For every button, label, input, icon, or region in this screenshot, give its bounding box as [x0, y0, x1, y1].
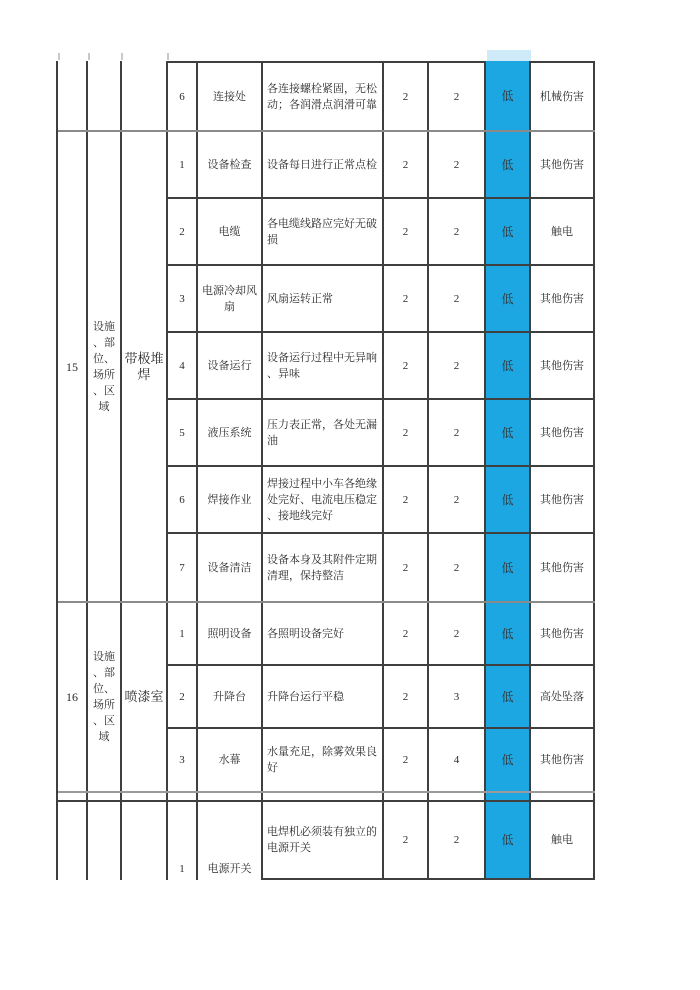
cell-desc: 焊接过程中小车各绝缘处完好、电流电压稳定、接地线完好: [263, 467, 384, 532]
cell-desc: 升降台运行平稳: [263, 666, 384, 727]
cell-hazard-type: 其他伤害: [531, 729, 595, 791]
cell-category: 设施、部位、场所、区域: [88, 603, 122, 791]
table-row: [58, 61, 595, 130]
table-row: [168, 603, 595, 666]
cell-seq: 1: [168, 603, 198, 664]
cell-item: 设备运行: [198, 333, 263, 398]
cell-item: 电源冷却风扇: [198, 266, 263, 331]
cell-severity: 3: [429, 666, 486, 727]
cell-hazard-type: 其他伤害: [531, 266, 595, 331]
cell-hazard-type: 高处坠落: [531, 666, 595, 727]
section-next-partial: [58, 800, 595, 880]
cell-section-no: [58, 61, 88, 130]
cell-likelihood: 2: [384, 467, 429, 532]
cell-hazard-type: 其他伤害: [531, 132, 595, 197]
table-row: [168, 666, 595, 729]
cell-likelihood: 2: [384, 603, 429, 664]
cell-item: 水幕: [198, 729, 263, 791]
cell-empty: [263, 793, 384, 800]
cell-seq: 2: [168, 199, 198, 264]
cell-risk-level: 低: [486, 132, 531, 197]
cell-desc: 各照明设备完好: [263, 603, 384, 664]
table-row: [168, 534, 595, 601]
cell-section-no: 16: [58, 603, 88, 791]
cell-risk-level: 低: [486, 266, 531, 331]
cell-risk-level: 低: [486, 802, 531, 880]
risk-assessment-table: [56, 61, 595, 880]
cell-risk-level: 低: [486, 729, 531, 791]
table-row: [168, 400, 595, 467]
cell-empty: [531, 793, 595, 800]
cell-item: 液压系统: [198, 400, 263, 465]
section-gap: [58, 791, 595, 800]
cell-likelihood: 2: [384, 61, 429, 130]
table-row: [168, 729, 595, 791]
cell-seq: 7: [168, 534, 198, 601]
cell-hazard-type: 其他伤害: [531, 467, 595, 532]
cell-desc: 压力表正常，各处无漏油: [263, 400, 384, 465]
cell-empty: [168, 793, 198, 800]
cell-severity: 2: [429, 467, 486, 532]
cell-desc: 设备每日进行正常点检: [263, 132, 384, 197]
cell-seq: 1: [168, 802, 198, 880]
cell-risk-level: 低: [486, 199, 531, 264]
cell-seq: 6: [168, 467, 198, 532]
cell-empty: [429, 793, 486, 800]
cell-risk-level: 低: [486, 534, 531, 601]
cell-likelihood: 2: [384, 333, 429, 398]
cell-section-no: 15: [58, 132, 88, 601]
cell-item: 照明设备: [198, 603, 263, 664]
cell-empty: [384, 793, 429, 800]
cell-item: 设备清洁: [198, 534, 263, 601]
page-break-artifact: [88, 53, 90, 60]
cell-severity: 2: [429, 802, 486, 880]
cell-risk-level: 低: [486, 61, 531, 130]
cell-section-no: [58, 802, 88, 880]
cell-risk-level: 低: [486, 333, 531, 398]
cell-hazard-type: 其他伤害: [531, 333, 595, 398]
cell-likelihood: 2: [384, 534, 429, 601]
cell-severity: 2: [429, 132, 486, 197]
cell-hazard-type: 机械伤害: [531, 61, 595, 130]
table-row: [168, 132, 595, 199]
cell-severity: 2: [429, 266, 486, 331]
cell-category: [88, 61, 122, 130]
cell-seq: 6: [168, 61, 198, 130]
page-break-artifact: [487, 50, 531, 61]
cell-seq: 3: [168, 266, 198, 331]
cell-empty: [58, 793, 88, 800]
page-break-artifact: [167, 53, 169, 60]
cell-hazard-type: 其他伤害: [531, 534, 595, 601]
cell-category: [88, 802, 122, 880]
cell-item: 焊接作业: [198, 467, 263, 532]
cell-seq: 4: [168, 333, 198, 398]
cell-desc: 风扇运转正常: [263, 266, 384, 331]
section-16: [58, 601, 595, 791]
cell-desc: 电焊机必须装有独立的电源开关: [263, 802, 384, 880]
cell-empty: [88, 793, 122, 800]
cell-desc: 各连接螺栓紧固，无松动；各润滑点润滑可靠: [263, 61, 384, 130]
cell-desc: 设备本身及其附件定期清理，保持整洁: [263, 534, 384, 601]
cell-severity: 2: [429, 333, 486, 398]
cell-location: [122, 61, 168, 130]
cell-hazard-type: 触电: [531, 802, 595, 880]
cell-item: 连接处: [198, 61, 263, 130]
cell-empty: [198, 793, 263, 800]
cell-likelihood: 2: [384, 266, 429, 331]
cell-severity: 2: [429, 534, 486, 601]
cell-location: [122, 802, 168, 880]
cell-likelihood: 2: [384, 729, 429, 791]
cell-severity: 4: [429, 729, 486, 791]
table-row: [168, 199, 595, 266]
cell-likelihood: 2: [384, 400, 429, 465]
table-row: [168, 266, 595, 333]
cell-risk-level: 低: [486, 603, 531, 664]
cell-location: 喷漆室: [122, 603, 168, 791]
cell-likelihood: 2: [384, 132, 429, 197]
cell-severity: 2: [429, 61, 486, 130]
cell-desc: 各电缆线路应完好无破损: [263, 199, 384, 264]
cell-hazard-type: 其他伤害: [531, 400, 595, 465]
cell-seq: 2: [168, 666, 198, 727]
cell-likelihood: 2: [384, 802, 429, 880]
cell-severity: 2: [429, 400, 486, 465]
cell-hazard-type: 触电: [531, 199, 595, 264]
table-row: [168, 333, 595, 400]
cell-hazard-type: 其他伤害: [531, 603, 595, 664]
cell-risk-level: 低: [486, 666, 531, 727]
cell-seq: 1: [168, 132, 198, 197]
cell-likelihood: 2: [384, 666, 429, 727]
cell-item: 升降台: [198, 666, 263, 727]
section-15: [58, 130, 595, 601]
cell-risk-level: 低: [486, 467, 531, 532]
cell-location: 带极堆焊: [122, 132, 168, 601]
page-break-artifact: [121, 53, 123, 60]
cell-risk-level: 低: [486, 400, 531, 465]
cell-category: 设施、部位、场所、区域: [88, 132, 122, 601]
cell-item: 设备检查: [198, 132, 263, 197]
cell-empty: [122, 793, 168, 800]
cell-severity: 2: [429, 603, 486, 664]
cell-empty: [486, 793, 531, 800]
cell-severity: 2: [429, 199, 486, 264]
cell-desc: 设备运行过程中无异响、异味: [263, 333, 384, 398]
table-row: [168, 467, 595, 534]
cell-item: 电源开关: [198, 802, 263, 880]
cell-seq: 5: [168, 400, 198, 465]
cell-seq: 3: [168, 729, 198, 791]
cell-likelihood: 2: [384, 199, 429, 264]
page-break-artifact: [58, 53, 60, 60]
cell-item: 电缆: [198, 199, 263, 264]
cell-desc: 水量充足，除雾效果良好: [263, 729, 384, 791]
